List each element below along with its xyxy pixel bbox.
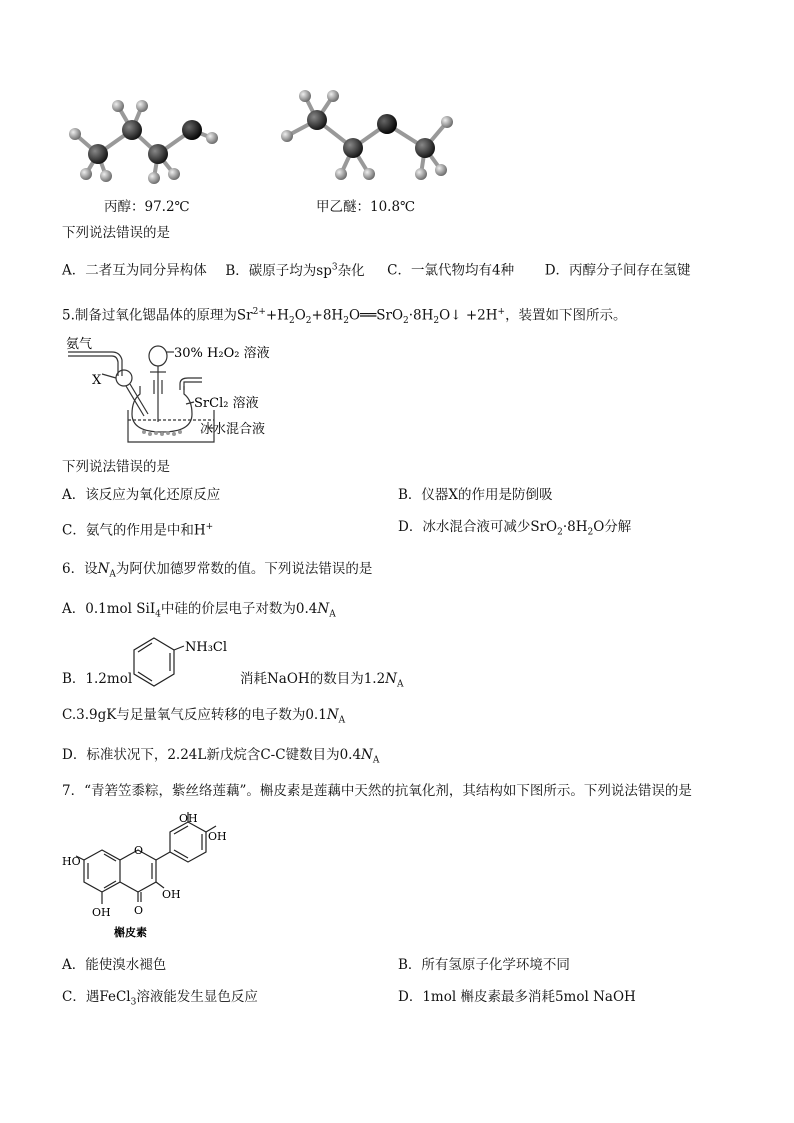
q6-option-b-prefix: B．1.2mol bbox=[62, 671, 133, 687]
q7-option-c: C．遇FeCl$_3$溶液能发生显色反应 bbox=[62, 989, 258, 1008]
q6-nh3cl-label: NH₃Cl bbox=[185, 640, 228, 655]
q7-oh-right: OH bbox=[162, 888, 181, 901]
q5-ice-label: 冰水混合液 bbox=[200, 422, 266, 437]
q7-option-b: B．所有氢原子化学环境不同 bbox=[398, 957, 570, 973]
q6-anilinium-structure bbox=[128, 634, 238, 690]
q7-oh-top1: OH bbox=[179, 812, 198, 825]
methyl-ethyl-ether-ball-stick-model bbox=[275, 88, 465, 188]
q7-structure-name: 槲皮素 bbox=[114, 926, 147, 939]
q4-options-row bbox=[62, 258, 691, 280]
q4-option-d: D．丙醇分子间存在氢键 bbox=[544, 262, 691, 279]
q6-option-c: C.3.9gK与足量氧气反应转移的电子数为$0.1N_A$ bbox=[62, 707, 346, 726]
q7-oh-bottom: OH bbox=[92, 906, 111, 919]
q5-h2o2-label: 30% H₂O₂ 溶液 bbox=[174, 346, 270, 361]
ether-caption: 甲乙醚：10.8℃ bbox=[316, 199, 416, 215]
q7-o-carbonyl: O bbox=[134, 904, 144, 917]
propanol-ball-stick-model bbox=[60, 88, 230, 188]
q4-option-c: C．一氯代物均有4种 bbox=[387, 262, 515, 279]
q6-option-b-suffix: 消耗NaOH的数目为$1.2N_A$ bbox=[240, 671, 404, 690]
propanol-caption: 丙醇：97.2℃ bbox=[104, 199, 190, 215]
q5-apparatus-diagram bbox=[62, 336, 302, 446]
q7-o-ring: O bbox=[134, 844, 144, 857]
q4-stem: 下列说法错误的是 bbox=[62, 225, 170, 241]
q5-question: 下列说法错误的是 bbox=[62, 459, 170, 475]
q5-stem: 5.制备过氧化锶晶体的原理为$Sr^{2+}+H_2O_2+8H_2O══SrO_2\cdot 8H_2O↓ +2H^+$，装置如下图所示。 bbox=[62, 307, 627, 327]
q7-option-d: D．1mol 槲皮素最多消耗5mol NaOH bbox=[398, 989, 636, 1005]
q7-stem: 7．“青箬笠黍粽，紫丝络莲藕”。槲皮素是莲藕中天然的抗氧化剂，其结构如下图所示。下列说法错误的是 bbox=[62, 783, 692, 799]
q4-option-a: A．二者互为同分异构体 bbox=[62, 262, 207, 279]
q5-srcl2-label: SrCl₂ 溶液 bbox=[194, 396, 259, 411]
q5-option-d: D．冰水混合液可减少$SrO_2\cdot 8H_2O$分解 bbox=[398, 519, 632, 538]
q5-ammonia-label: 氨气 bbox=[66, 337, 93, 352]
q5-option-a: A．该反应为氧化还原反应 bbox=[62, 487, 221, 503]
q7-quercetin-structure bbox=[62, 810, 242, 945]
q7-ho-left: HO bbox=[62, 855, 81, 868]
q4-option-b: B．碳原子均为$sp^3$杂化 bbox=[225, 262, 365, 279]
q5-option-b: B．仪器X的作用是防倒吸 bbox=[398, 487, 553, 503]
q7-oh-top2: OH bbox=[208, 830, 227, 843]
q6-option-d: D．标准状况下，2.24L新戊烷含C-C键数目为$0.4N_A$ bbox=[62, 747, 380, 766]
q6-option-a: A．0.1mol SiI$_4$中硅的价层电子对数为$0.4N_A$ bbox=[62, 601, 336, 620]
q6-stem: 6．设$N_A$为阿伏加德罗常数的值。下列说法错误的是 bbox=[62, 561, 373, 580]
q7-option-a: A．能使溴水褪色 bbox=[62, 957, 167, 973]
q5-x-label: X bbox=[92, 373, 102, 388]
q5-option-c: C．氨气的作用是中和H+ bbox=[62, 522, 214, 539]
